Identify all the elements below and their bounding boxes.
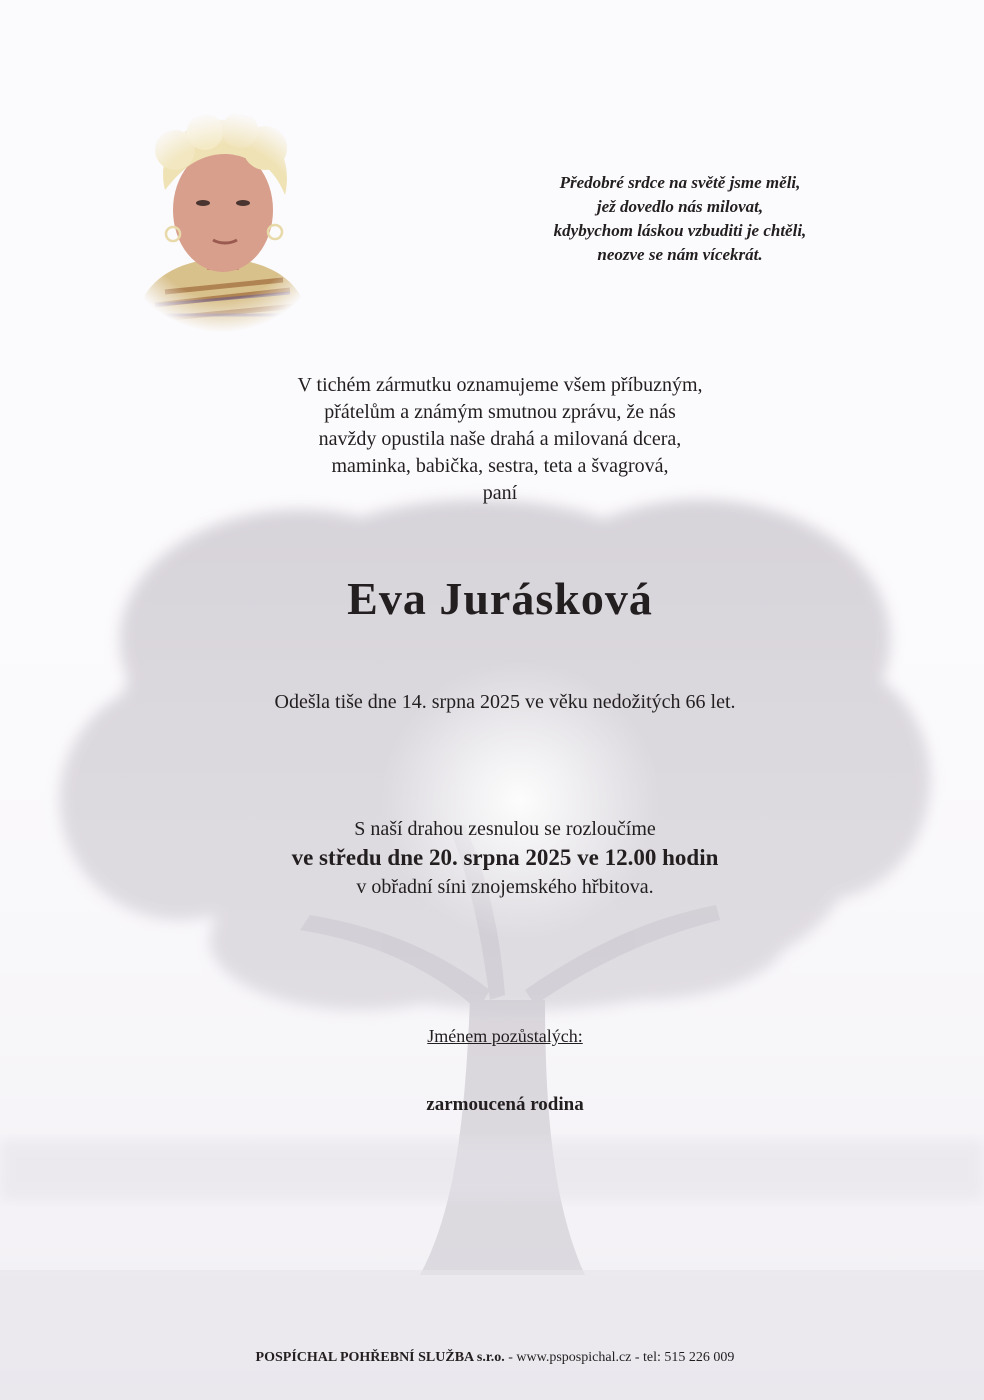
memorial-poem: [480, 171, 880, 267]
announcement-line: paní: [482, 482, 518, 504]
ceremony-date-time: ve středu dne 20. srpna 2025 ve 12.00 hodin: [291, 845, 719, 870]
portrait-photo: [135, 110, 310, 335]
farewell-info: [150, 815, 860, 901]
farewell-intro: S naší drahou zesnulou se rozloučíme: [354, 818, 656, 840]
ceremony-location: v obřadní síni znojemského hřbitova.: [356, 876, 654, 898]
announcement-line: přátelům a známým smutnou zprávu, že nás: [324, 401, 676, 423]
departure-statement: Odešla tiše dne 14. srpna 2025 ve věku nedožitých 66 let.: [274, 691, 736, 713]
company-contact: - www.pspospichal.cz - tel: 515 226 009: [504, 1350, 735, 1365]
funeral-service-footer: [150, 1350, 840, 1366]
company-name: POSPÍCHAL POHŘEBNÍ SLUŽBA s.r.o.: [255, 1350, 505, 1365]
announcement-line: maminka, babička, sestra, teta a švagrová,: [331, 455, 669, 477]
poem-line: jež dovedlo nás milovat,: [596, 197, 764, 216]
family-signature: zarmoucená rodina: [426, 1094, 584, 1115]
announcement-text: [200, 372, 800, 507]
poem-line: Předobré srdce na světě jsme měli,: [559, 173, 801, 192]
poem-line: neozve se nám vícekrát.: [597, 245, 763, 264]
deceased-name: Eva Jurásková: [347, 573, 653, 624]
on-behalf-label: Jménem pozůstalých:: [427, 1026, 583, 1046]
poem-line: kdybychom láskou vzbuditi je chtěli,: [553, 221, 807, 240]
announcement-line: V tichém zármutku oznamujeme všem příbuzným,: [297, 374, 703, 396]
announcement-line: navždy opustila naše drahá a milovaná dcera,: [318, 428, 682, 450]
